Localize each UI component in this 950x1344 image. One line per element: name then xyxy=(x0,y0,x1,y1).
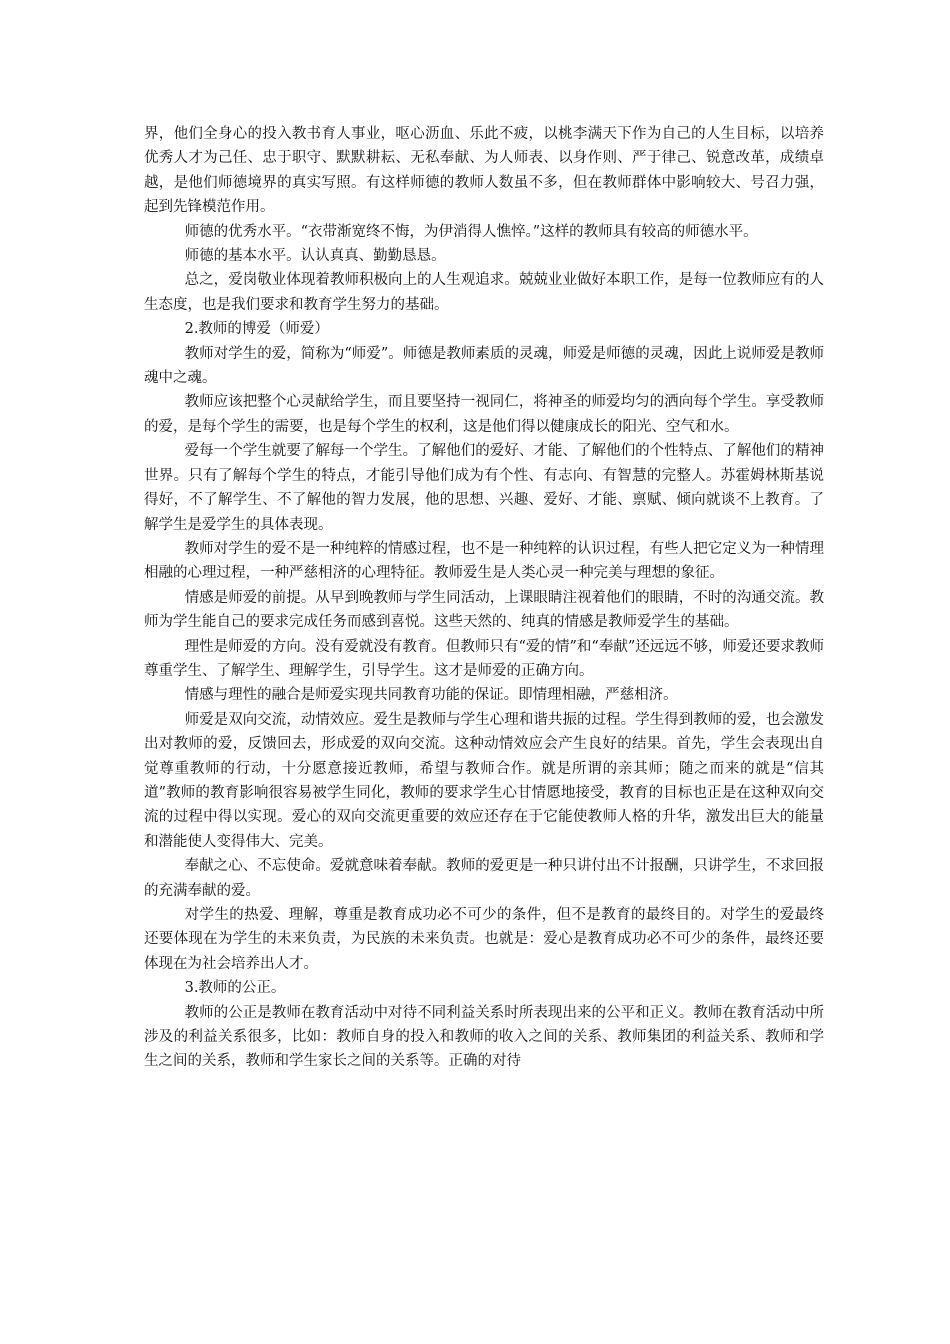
paragraph: 师德的基本水平。认认真真、勤勤恳恳。 xyxy=(184,248,446,265)
paragraph: 爱每一个学生就要了解每一个学生。了解他们的爱好、才能、了解他们的个性特点、了解他们的精神世界。只有了解每个学生的特点，才能引导他们成为有个性、有志向、有智慧的完整人。苏霍姆林斯基说得好，不了解学生、不了解他的智力发展，他的思想、兴趣、爱好、才能、禀赋、倾向就谈不上教育。了解学生是爱学生的具体表现。 xyxy=(144,443,824,533)
section-heading: 2.教师的博爱（师爱） xyxy=(184,321,329,338)
paragraph: 教师对学生的爱不是一种纯粹的情感过程，也不是一种纯粹的认识过程，有些人把它定义为一种情理相融的心理过程，一种严慈相济的心理特征。教师爱生是人类心灵一种完美与理想的象征。 xyxy=(144,540,824,582)
paragraph: 师爱是双向交流，动情效应。爱生是教师与学生心理和谐共振的过程。学生得到教师的爱，也会激发出对教师的爱，反馈回去，形成爱的双向交流。这种动情效应会产生良好的结果。首先，学生会表现出自觉尊重教师的行动，十分愿意接近教师，希望与教师合作。就是所谓的亲其师；随之而来的就是“信其道”教师的教育影响很容易被学生同化，教师的要求学生心甘情愿地接受，教育的目标也正是在这种双向交流的过程中得以实现。爱心的双向交流更重要的效应还存在于它能使教师人格的升华，激发出巨大的能量和潜能使人变得伟大、完美。 xyxy=(144,711,824,850)
paragraph: 教师对学生的爱，简称为“师爱”。师德是教师素质的灵魂，师爱是师德的灵魂，因此上说师爱是教师魂中之魂。 xyxy=(144,345,824,387)
paragraph: 教师的公正是教师在教育活动中对待不同利益关系时所表现出来的公平和正义。教师在教育活动中所涉及的利益关系很多，比如：教师自身的投入和教师的收入之间的关系、教师集团的利益关系、教师和学生之间的关系，教师和学生家长之间的关系等。正确的对待 xyxy=(144,1004,824,1070)
paragraph: 对学生的热爱、理解，尊重是教育成功必不可少的条件，但不是教育的最终目的。对学生的爱最终 还要体现在为学生的未来负责，为民族的未来负责。也就是：爱心是教育成功必不可少的条件，最终还要体现在为社会培养出人才。 xyxy=(144,907,824,972)
paragraph: 奉献之心、不忘使命。爱就意味着奉献。教师的爱更是一种只讲付出不计报酬，只讲学生，不求回报的充满奉献的爱。 xyxy=(144,858,824,899)
section-heading: 3.教师的公正。 xyxy=(184,980,286,997)
paragraph: 师德的优秀水平。“衣带渐宽终不悔，为伊消得人憔悴。”这样的教师具有较高的师德水平。 xyxy=(184,223,758,240)
paragraph: 情感与理性的融合是师爱实现共同教育功能的保证。即情理相融，严慈相济。 xyxy=(184,687,678,704)
document-body xyxy=(144,122,824,1074)
paragraph-continued: 界，他们全身心的投入教书育人事业，呕心沥血、乐此不疲，以桃李满天下作为自己的人生目标，以培养优秀人才为己任、忠于职守、默默耕耘、无私奉献、为人师表、以身作则、严于律己、锐意改革，成绩卓越，是他们师德境界的真实写照。有这样师德的教师人数虽不多，但在教师群体中影响较大、号召力强，起到先锋模范作用。 xyxy=(144,126,824,216)
paragraph: 理性是师爱的方向。没有爱就没有教育。但教师只有“爱的情”和“奉献”还远远不够，师爱还要求教师尊重学生、了解学生、理解学生，引导学生。这才是师爱的正确方向。 xyxy=(144,638,824,679)
paragraph: 教师应该把整个心灵献给学生，而且要坚持一视同仁，将神圣的师爱均匀的洒向每个学生。享受教师的爱，是每个学生的需要，也是每个学生的权利，这是他们得以健康成长的阳光、空气和水。 xyxy=(144,394,824,435)
paragraph: 总之，爱岗敬业体现着教师积极向上的人生观追求。兢兢业业做好本职工作，是每一位教师应有的人生态度，也是我们要求和教育学生努力的基础。 xyxy=(144,272,824,313)
paragraph: 情感是师爱的前提。从早到晚教师与学生同活动，上课眼睛注视着他们的眼睛，不时的沟通交流。教师为学生能自己的要求完成任务而感到喜悦。这些天然的、纯真的情感是教师爱学生的基础。 xyxy=(144,589,824,631)
